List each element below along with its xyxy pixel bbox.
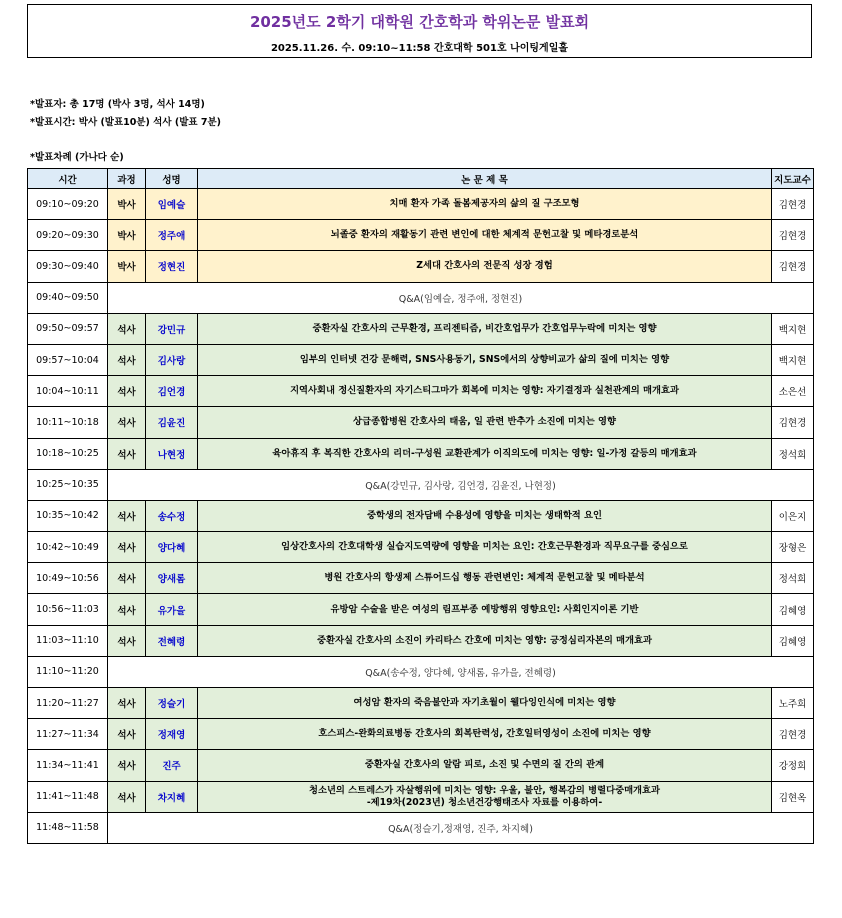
thesis-title: [198, 438, 772, 469]
thesis-title: [198, 563, 772, 594]
advisor-cell: 이은지: [772, 500, 814, 531]
table-row: [28, 313, 814, 344]
course-cell: 박사: [108, 220, 146, 251]
advisor-cell: 백지현: [772, 313, 814, 344]
presenter-name: 김윤진: [146, 407, 198, 438]
thesis-title: [198, 344, 772, 375]
thesis-title-line: 지역사회내 정신질환자의 자기스티그마가 회복에 미치는 영향: 자기결정과 실천관계의 매개효과: [290, 385, 679, 397]
course-cell: 석사: [108, 688, 146, 719]
thesis-title: [198, 532, 772, 563]
thesis-title-line: 뇌졸중 환자의 재활동기 관련 변인에 대한 체계적 문헌고찰 및 메타경로분석: [330, 229, 639, 241]
advisor-cell: 김혜영: [772, 625, 814, 656]
qa-cell: Q&A(강민규, 김사랑, 김언경, 김윤진, 나현정): [108, 469, 814, 500]
table-row: [28, 438, 814, 469]
advisor-cell: 김현경: [772, 407, 814, 438]
time-cell: 10:56~11:03: [28, 594, 108, 625]
presentation-time-note: *발표시간: 박사 (발표10분) 석사 (발표 7분): [30, 117, 221, 128]
presenter-name: 김사랑: [146, 344, 198, 375]
course-cell: 석사: [108, 438, 146, 469]
advisor-cell: 김혜영: [772, 594, 814, 625]
advisor-cell: 김현경: [772, 220, 814, 251]
table-row: [28, 532, 814, 563]
thesis-title-line: 치매 환자 가족 돌봄제공자의 삶의 질 구조모형: [389, 198, 580, 210]
thesis-title: [198, 189, 772, 220]
course-cell: 석사: [108, 532, 146, 563]
course-cell: 석사: [108, 344, 146, 375]
time-cell: 09:40~09:50: [28, 282, 108, 313]
table-row: [28, 594, 814, 625]
header-box: [27, 4, 812, 58]
column-header-course: 과정: [108, 169, 146, 189]
presenter-name: 임예슬: [146, 189, 198, 220]
thesis-title: [198, 719, 772, 750]
qa-row: [28, 812, 814, 843]
table-body: [28, 189, 814, 844]
qa-cell: Q&A(정슬기,정재영, 진주, 차지혜): [108, 812, 814, 843]
course-cell: 박사: [108, 189, 146, 220]
presenter-name: 유가을: [146, 594, 198, 625]
table-row: [28, 625, 814, 656]
table-row: [28, 688, 814, 719]
column-header-time: 시간: [28, 169, 108, 189]
course-cell: 석사: [108, 407, 146, 438]
qa-row: [28, 469, 814, 500]
table-row: [28, 189, 814, 220]
thesis-title-line: 상급종합병원 간호사의 태움, 일 관련 반추가 소진에 미치는 영향: [353, 416, 616, 428]
presenter-name: 정현진: [146, 251, 198, 282]
time-cell: 11:34~11:41: [28, 750, 108, 781]
advisor-cell: 강정희: [772, 750, 814, 781]
presenter-name: 나현정: [146, 438, 198, 469]
table-row: [28, 563, 814, 594]
table-header-row: [28, 169, 814, 189]
thesis-subtitle-line: -제19차(2023년) 청소년건강행태조사 자료를 이용하여-: [366, 796, 603, 808]
presenter-name: 진주: [146, 750, 198, 781]
thesis-title: [198, 688, 772, 719]
advisor-cell: 정석희: [772, 563, 814, 594]
course-cell: 석사: [108, 563, 146, 594]
table-row: [28, 781, 814, 812]
course-cell: 석사: [108, 594, 146, 625]
presenter-name: 김언경: [146, 376, 198, 407]
thesis-title: [198, 625, 772, 656]
time-cell: 10:04~10:11: [28, 376, 108, 407]
thesis-title-line: 육아휴직 후 복직한 간호사의 리더-구성원 교환관계가 이직의도에 미치는 영향: 일-가정 갈등의 매개효과: [272, 447, 697, 459]
thesis-title: [198, 750, 772, 781]
order-label: *발표차례 (가나다 순): [30, 152, 124, 163]
time-cell: 11:27~11:34: [28, 719, 108, 750]
time-cell: 10:18~10:25: [28, 438, 108, 469]
time-cell: 10:11~10:18: [28, 407, 108, 438]
advisor-cell: 김현옥: [772, 781, 814, 812]
thesis-title-line: Z세대 간호사의 전문직 성장 경험: [416, 260, 553, 272]
presenter-name: 차지혜: [146, 781, 198, 812]
qa-cell: Q&A(송수정, 양다혜, 양새롬, 유가을, 전혜령): [108, 656, 814, 687]
thesis-title-line: 병원 간호사의 항생제 스튜어드십 행동 관련변인: 체계적 문헌고찰 및 메타분석: [324, 572, 645, 584]
table-row: [28, 376, 814, 407]
presenter-name: 강민규: [146, 313, 198, 344]
presenter-name: 정슬기: [146, 688, 198, 719]
time-cell: 11:20~11:27: [28, 688, 108, 719]
table-row: [28, 344, 814, 375]
table-row: [28, 750, 814, 781]
column-header-advisor: 지도교수: [772, 169, 814, 189]
time-cell: 09:50~09:57: [28, 313, 108, 344]
advisor-cell: 정석희: [772, 438, 814, 469]
qa-row: [28, 656, 814, 687]
notes: [30, 96, 221, 132]
course-cell: 석사: [108, 313, 146, 344]
time-cell: 10:25~10:35: [28, 469, 108, 500]
thesis-title: [198, 313, 772, 344]
presenter-name: 양새롬: [146, 563, 198, 594]
advisor-cell: 백지현: [772, 344, 814, 375]
time-cell: 10:42~10:49: [28, 532, 108, 563]
column-header-name: 성명: [146, 169, 198, 189]
thesis-title: [198, 781, 772, 812]
table-row: [28, 407, 814, 438]
qa-cell: Q&A(임예슬, 정주애, 정현진): [108, 282, 814, 313]
time-cell: 09:10~09:20: [28, 189, 108, 220]
thesis-title-line: 중환자실 간호사의 알람 피로, 소진 및 수면의 질 간의 관계: [364, 759, 605, 771]
course-cell: 석사: [108, 781, 146, 812]
schedule-table: [27, 168, 814, 844]
time-cell: 09:20~09:30: [28, 220, 108, 251]
thesis-title: [198, 251, 772, 282]
thesis-title-line: 여성암 환자의 죽음불안과 자기초월이 웰다잉인식에 미치는 영향: [353, 697, 616, 709]
course-cell: 석사: [108, 625, 146, 656]
advisor-cell: 김현경: [772, 719, 814, 750]
thesis-title: [198, 220, 772, 251]
time-cell: 11:10~11:20: [28, 656, 108, 687]
thesis-title: [198, 376, 772, 407]
qa-row: [28, 282, 814, 313]
time-cell: 11:03~11:10: [28, 625, 108, 656]
presenter-name: 전혜령: [146, 625, 198, 656]
course-cell: 석사: [108, 750, 146, 781]
event-info: 2025.11.26. 수. 09:10~11:58 간호대학 501호 나이팅게일홀: [270, 43, 569, 54]
thesis-title-line: 중환자실 간호사의 근무환경, 프리젠티즘, 비간호업무가 간호업무누락에 미치는 영향: [312, 322, 657, 334]
time-cell: 11:48~11:58: [28, 812, 108, 843]
thesis-title-line: 임부의 인터넷 건강 문해력, SNS사용동기, SNS에서의 상향비교가 삶의 질에 미치는 영향: [299, 354, 670, 366]
course-cell: 박사: [108, 251, 146, 282]
page-title: 2025년도 2학기 대학원 간호학과 학위논문 발표회: [249, 13, 590, 31]
advisor-cell: 장형은: [772, 532, 814, 563]
advisor-cell: 노주희: [772, 688, 814, 719]
table-row: [28, 719, 814, 750]
presenter-count-note: *발표자: 총 17명 (박사 3명, 석사 14명): [30, 99, 205, 110]
time-cell: 10:35~10:42: [28, 500, 108, 531]
column-header-title: 논 문 제 목: [198, 169, 772, 189]
thesis-title-line: 호스피스-완화의료병동 간호사의 회복탄력성, 간호일터영성이 소진에 미치는 영향: [318, 728, 651, 740]
table-row: [28, 251, 814, 282]
table-row: [28, 220, 814, 251]
thesis-title-line: 임상간호사의 간호대학생 실습지도역량에 영향을 미치는 요인: 간호근무환경과 직무요구를 중심으로: [281, 541, 688, 553]
thesis-title-line: 청소년의 스트레스가 자살행위에 미치는 영향: 우울, 불안, 행복감의 병렬다중매개효과: [308, 784, 660, 796]
course-cell: 석사: [108, 500, 146, 531]
thesis-title: [198, 500, 772, 531]
advisor-cell: 김현경: [772, 189, 814, 220]
time-cell: 09:57~10:04: [28, 344, 108, 375]
thesis-title-line: 중환자실 간호사의 소진이 카리타스 간호에 미치는 영향: 긍정심리자본의 매개효과: [317, 634, 652, 646]
presenter-name: 정주애: [146, 220, 198, 251]
presenter-name: 양다혜: [146, 532, 198, 563]
course-cell: 석사: [108, 376, 146, 407]
presenter-name: 정재영: [146, 719, 198, 750]
advisor-cell: 소은선: [772, 376, 814, 407]
thesis-title-line: 중학생의 전자담배 수용성에 영향을 미치는 생태학적 요인: [367, 509, 602, 521]
thesis-title-line: 유방암 수술을 받은 여성의 림프부종 예방행위 영향요인: 사회인지이론 기반: [330, 603, 639, 615]
presenter-name: 송수정: [146, 500, 198, 531]
thesis-title: [198, 407, 772, 438]
time-cell: 10:49~10:56: [28, 563, 108, 594]
table-row: [28, 500, 814, 531]
time-cell: 09:30~09:40: [28, 251, 108, 282]
course-cell: 석사: [108, 719, 146, 750]
thesis-title: [198, 594, 772, 625]
advisor-cell: 김현경: [772, 251, 814, 282]
time-cell: 11:41~11:48: [28, 781, 108, 812]
